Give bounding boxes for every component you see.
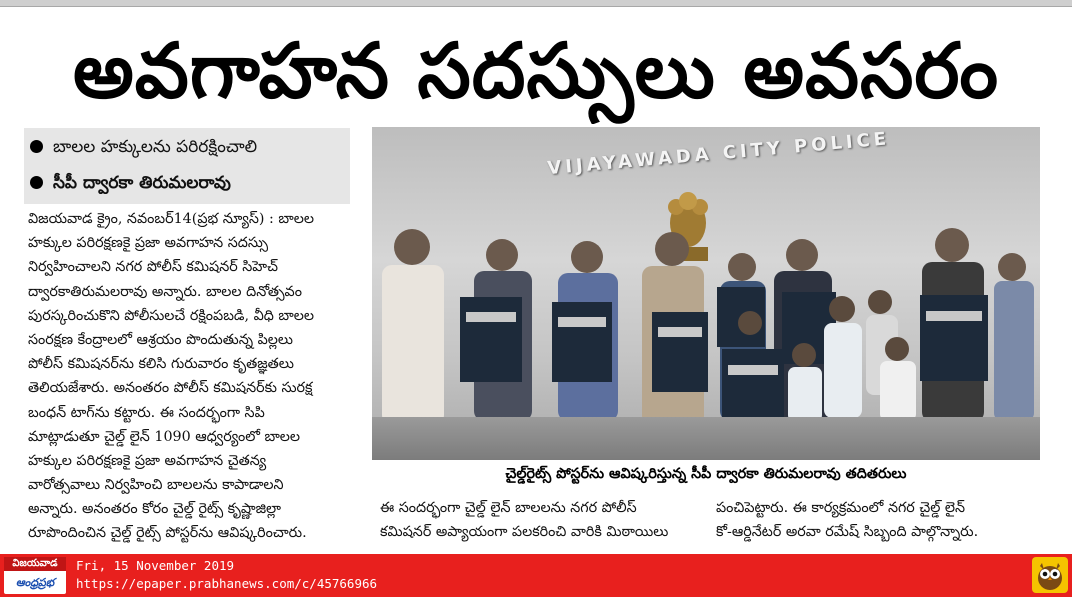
logo-edition: విజయవాడ xyxy=(4,557,66,571)
article-line: హక్కుల పరిరక్షణకై ప్రజా అవగాహన సదస్సు xyxy=(28,235,269,252)
article-line: అన్నారు. అనంతరం కోరం చైల్డ్ రైట్స్ కృష్ణాజిల్లా xyxy=(28,501,282,518)
article-line: కమిషనర్ అప్యాయంగా పలకరించి వారికి మిఠాయిలు xyxy=(380,524,669,540)
article-column-3 xyxy=(716,496,1044,548)
subheading-item xyxy=(30,132,346,162)
bullet-dot-icon xyxy=(30,176,43,189)
subheading-text: బాలల హక్కులను పరిరక్షించాలి xyxy=(53,137,258,157)
article-line: పురస్కరించుకొని పోలీసులచే రక్షింపబడి, వీధి బాలల xyxy=(28,307,314,324)
article-line: బంధన్ టాగ్‌ను కట్టారు. ఈ సందర్భంగా సిపి xyxy=(28,404,265,421)
bullet-dot-icon xyxy=(30,140,43,153)
subheading-item xyxy=(30,168,346,198)
article-line: హక్కుల పరిరక్షణకై ప్రజా అవగాహన చైతన్య xyxy=(28,452,267,469)
group-of-people-graphic xyxy=(372,127,1040,460)
article-line: పోలీస్ కమిషనర్‌ను కలిసి గురువారం కృతజ్ఞతలు xyxy=(28,356,294,373)
article-line: నిర్వహించాలని నగర పోలీస్ కమిషనర్ సిహెచ్ xyxy=(28,259,278,276)
news-photo xyxy=(372,127,1040,460)
owl-icon[interactable] xyxy=(1032,557,1068,593)
article-line: కో-ఆర్డినేటర్ అరవా రమేష్ సిబ్బంది పాల్గొన్నారు. xyxy=(716,524,979,540)
article-body xyxy=(28,207,352,547)
publication-date: Fri, 15 November 2019 xyxy=(76,558,235,573)
logo-name: ఆంధ్రప్రభ xyxy=(15,576,55,589)
article-line: పంచిపెట్టారు. ఈ కార్యక్రమంలో నగర చైల్డ్ లైన్ xyxy=(716,500,966,516)
table-foreground xyxy=(372,417,1040,460)
article-column-2 xyxy=(380,496,698,548)
footer-bar xyxy=(0,554,1072,597)
headline: అవగాహన సదస్సులు అవసరం xyxy=(72,26,1000,115)
top-border xyxy=(0,0,1072,7)
subheading-box xyxy=(24,128,350,204)
photo-caption: చైల్డ్‌రైట్స్ పోస్టర్‌ను ఆవిష్కరిస్తున్న సీపీ ద్వారకా తిరుమలరావు తదితరులు xyxy=(505,466,907,482)
article-line: సంరక్షణ కేంద్రాలలో ఆశ్రయం పొందుతున్న పిల్లలు xyxy=(28,331,293,348)
article-line: తెలియజేశారు. అనంతరం పోలీస్ కమిషనర్‌కు సురక్ష xyxy=(28,380,313,397)
article-line: మాట్లాడుతూ చైల్డ్ లైన్ 1090 ఆధ్వర్యంలో బాలల xyxy=(28,428,301,445)
article-line: ద్వారకాతిరుమలరావు అన్నారు. బాలల దినోత్సవం xyxy=(28,283,302,300)
subheading-text: సీపీ ద్వారకా తిరుమలరావు xyxy=(53,173,231,193)
article-line: వారోత్సవాలు నిర్వహించి బాలలను కాపాడాలని xyxy=(28,477,284,494)
article-line: ఈ సందర్భంగా చైల్డ్ లైన్ బాలలను నగర పోలీస్ xyxy=(380,500,637,516)
wall-sign-text: VIJAYAWADA CITY POLICE xyxy=(546,128,891,180)
publication-logo[interactable] xyxy=(4,557,66,594)
article-line: విజయవాడ క్రైం, నవంబర్14(ప్రభ న్యూస్) : బాలల xyxy=(28,211,315,227)
article-line: రూపొందించిన చైల్డ్ రైట్స్ పోస్టర్‌ను ఆవిష్కరించారు. xyxy=(28,525,307,542)
epaper-link[interactable]: https://epaper.prabhanews.com/c/45766966 xyxy=(76,576,378,591)
